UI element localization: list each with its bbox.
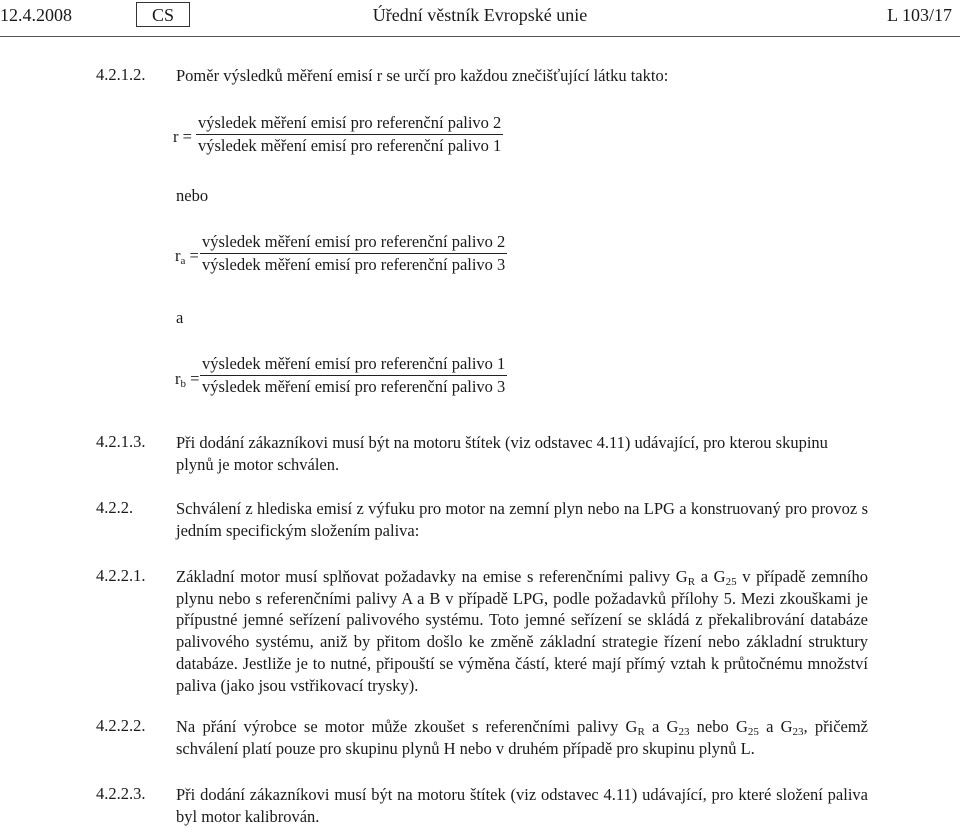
journal-title: Úřední věstník Evropské unie xyxy=(372,5,588,25)
text-run: nebo G xyxy=(689,717,748,736)
section-text-4-2-2-1 xyxy=(176,566,868,696)
language-code-box: CS xyxy=(136,2,190,27)
publication-date: 12.4.2008 xyxy=(0,5,72,25)
section-text-4-2-2-3: Při dodání zákazníkovi musí být na motoru štítek (viz odstavec 4.11) udávající, pro které složení paliva byl motor kalibrován. xyxy=(176,785,868,826)
formula-r-denominator: výsledek měření emisí pro referenční palivo 1 xyxy=(198,136,502,155)
formula-ra-fraction xyxy=(200,232,507,275)
text-run: a G xyxy=(695,567,726,586)
page-number: L 103/17 xyxy=(887,5,952,25)
subscript: 25 xyxy=(725,576,737,588)
section-number-4-2-1-2: 4.2.1.2. xyxy=(96,65,146,84)
formula-rb-symbol: r xyxy=(175,369,181,388)
formula-ra-subscript: a xyxy=(180,255,186,267)
formula-rb-denominator: výsledek měření emisí pro referenční palivo 3 xyxy=(202,377,506,396)
text-run: Na přání výrobce se motor může zkoušet s referenčními palivy G xyxy=(176,717,638,736)
subscript: 25 xyxy=(747,726,759,738)
page-header xyxy=(0,5,960,27)
text-run: v případě zemního plynu nebo s referenčními palivy A a B v případě LPG, podle požadavků přílohy 5. Mezi zkouškami je přípustné jemné seřízení palivového systému. Toto jemné seřízení se skládá z překalibrování databáze palivového systému, aniž by přitom došlo ke změně základní strategie řízení nebo základní struktury databáze. Jestliže je to nutné, připouští se výměna částí, které mají přímý vztah k průtočnému množství paliva (jako jsou vstřikovací trysky). xyxy=(176,567,869,695)
subscript: R xyxy=(637,726,645,738)
formula-ra-equals: = xyxy=(189,246,199,265)
section-number-4-2-2-3: 4.2.2.3. xyxy=(96,784,146,803)
formula-ra-denominator: výsledek měření emisí pro referenční palivo 3 xyxy=(202,255,506,274)
section-number-4-2-2-1: 4.2.2.1. xyxy=(96,566,146,585)
formula-rb-subscript: b xyxy=(180,378,186,390)
text-run: a G xyxy=(758,717,793,736)
formula-r-numerator: výsledek měření emisí pro referenční palivo 2 xyxy=(196,113,503,135)
formula-r-fraction xyxy=(196,113,503,156)
subscript: R xyxy=(687,576,696,588)
formula-rb-numerator: výsledek měření emisí pro referenční palivo 1 xyxy=(200,354,507,376)
formula-ra-numerator: výsledek měření emisí pro referenční palivo 2 xyxy=(200,232,507,254)
formula-r-lhs: r = xyxy=(173,127,192,146)
text-run: , přičemž schválení platí pouze pro skupinu plynů H nebo v druhém případě pro skupinu plynů L. xyxy=(176,717,868,758)
section-text-4-2-1-2: Poměr výsledků měření emisí r se určí pro každou znečišťující látku takto: xyxy=(176,66,669,85)
connector-nebo: nebo xyxy=(176,186,209,205)
formula-rb-lhs xyxy=(175,369,199,389)
text-run: a G xyxy=(644,717,679,736)
subscript: 23 xyxy=(678,726,690,738)
section-number-4-2-1-3: 4.2.1.3. xyxy=(96,432,146,451)
section-text-4-2-2-2 xyxy=(176,716,868,759)
connector-a: a xyxy=(176,308,184,327)
section-text-4-2-1-3: Při dodání zákazníkovi musí být na motoru štítek (viz odstavec 4.11) udávající, pro kterou skupinu plynů je motor schválen. xyxy=(176,433,828,474)
header-divider xyxy=(0,36,960,37)
section-number-4-2-2: 4.2.2. xyxy=(96,498,134,517)
formula-rb-fraction xyxy=(200,354,507,397)
formula-ra-lhs xyxy=(175,246,199,266)
subscript: 23 xyxy=(792,726,804,738)
section-number-4-2-2-2: 4.2.2.2. xyxy=(96,716,146,735)
text-run: Základní motor musí splňovat požadavky na emise s referenčními palivy G xyxy=(176,567,688,586)
section-text-4-2-2: Schválení z hlediska emisí z výfuku pro motor na zemní plyn nebo na LPG a konstruovaný pro provoz s jedním specifickým složením paliva: xyxy=(176,499,868,540)
formula-ra-symbol: r xyxy=(175,246,181,265)
formula-rb-equals: = xyxy=(190,369,200,388)
